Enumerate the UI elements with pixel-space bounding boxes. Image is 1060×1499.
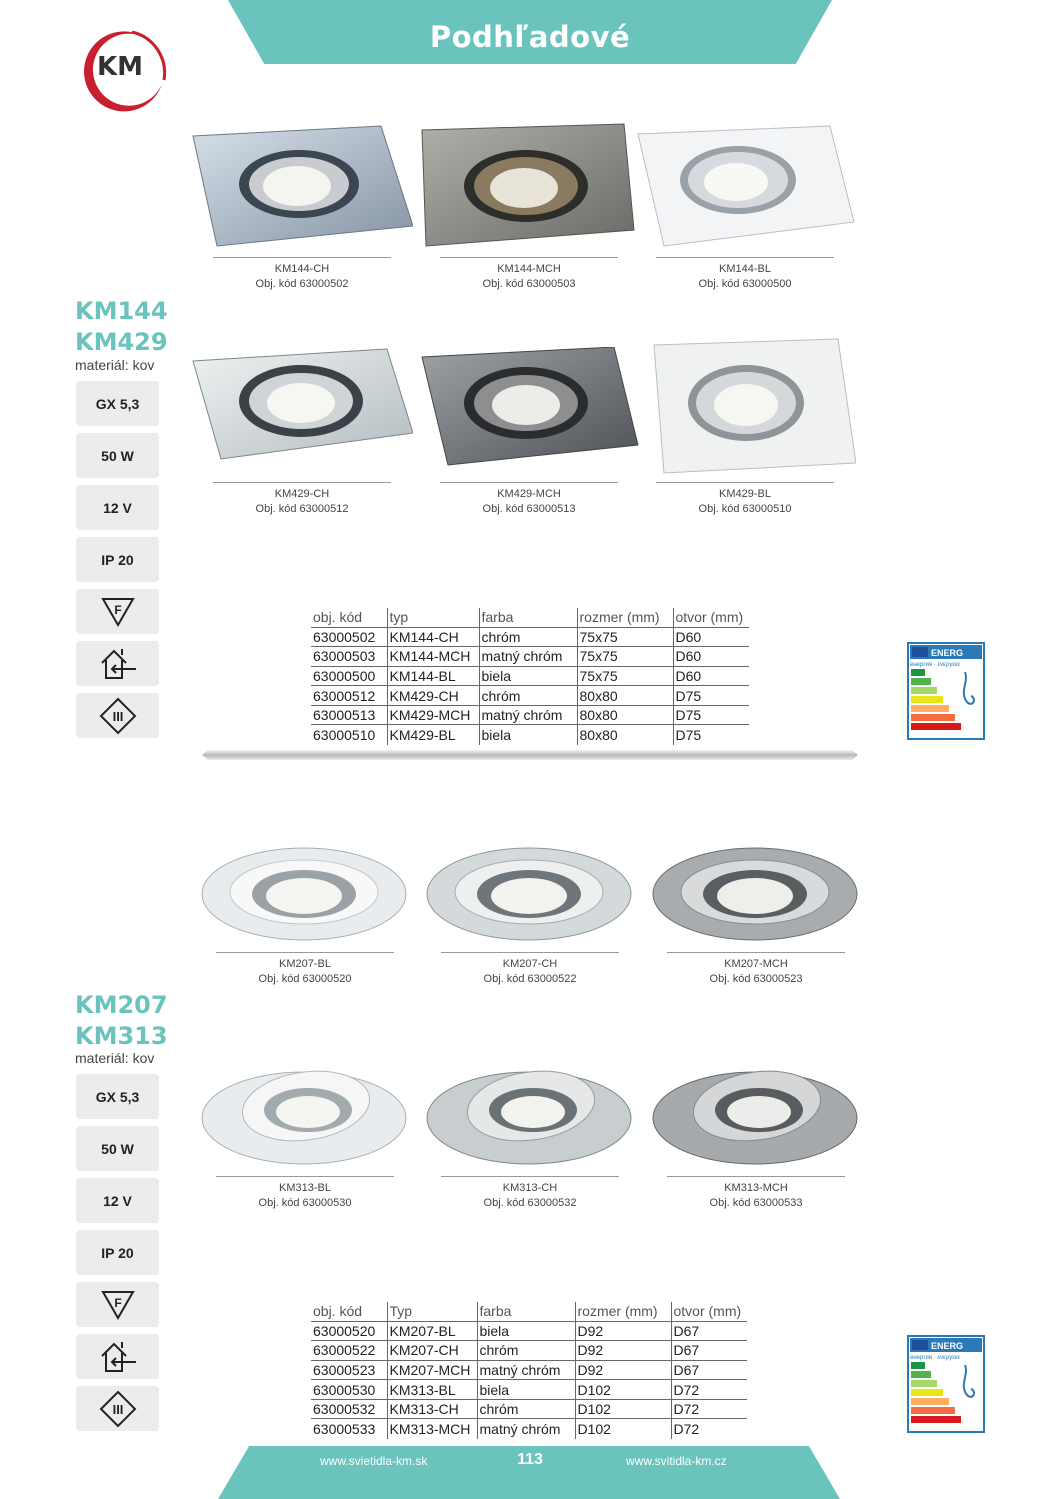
product-name: KM429-MCH — [497, 488, 561, 500]
cell: D72 — [671, 1380, 747, 1400]
table-row — [311, 627, 749, 647]
product-name: KM144-BL — [719, 263, 771, 275]
spec-voltage: 12 V — [76, 485, 159, 530]
square-downlight-image — [634, 122, 856, 262]
section-divider — [202, 749, 858, 761]
cell: 80x80 — [577, 686, 673, 706]
round-downlight-image — [419, 1036, 641, 1176]
product-name: KM207-CH — [502, 958, 558, 970]
cell: D75 — [673, 705, 749, 725]
footer-link-sk[interactable]: www.svietidla-km.sk — [320, 1454, 428, 1468]
cell: D67 — [671, 1321, 747, 1341]
table-row — [311, 647, 749, 667]
svg-text:III: III — [112, 708, 123, 724]
spec-power: 50 W — [76, 433, 159, 478]
cell: KM144-BL — [387, 666, 479, 686]
cell: D75 — [673, 725, 749, 745]
table-row — [311, 1321, 747, 1341]
spec-socket: GX 5,3 — [76, 1074, 159, 1119]
cell: 80x80 — [577, 705, 673, 725]
product-name: KM207-MCH — [724, 958, 788, 970]
cell: chróm — [479, 686, 577, 706]
cell: 75x75 — [577, 666, 673, 686]
cell: KM429-MCH — [387, 705, 479, 725]
f-mark-icon — [76, 1282, 159, 1327]
cell: 63000502 — [311, 627, 387, 647]
square-downlight-image — [418, 347, 640, 487]
col-header: rozmer (mm) — [575, 1302, 671, 1321]
cell: biela — [479, 666, 577, 686]
round-downlight-image — [645, 812, 867, 952]
cell: 63000523 — [311, 1360, 387, 1380]
table-row — [311, 1419, 747, 1439]
table-row — [311, 1380, 747, 1400]
cell: 63000510 — [313, 727, 376, 744]
square-downlight-image — [191, 347, 413, 487]
material-label: materiál: kov — [75, 357, 155, 373]
product-title-km429: KM429 — [75, 328, 168, 356]
table-row — [311, 1399, 747, 1419]
cell: 63000522 — [311, 1341, 387, 1361]
product-code: Obj. kód 63000502 — [255, 278, 349, 290]
cell: 63000533 — [313, 1421, 376, 1438]
product-code: Obj. kód 63000523 — [709, 973, 803, 985]
product-table-1 — [311, 608, 749, 745]
product-code: Obj. kód 63000520 — [258, 973, 352, 985]
cell: D92 — [575, 1321, 671, 1341]
cell: D102 — [575, 1399, 671, 1419]
page-title: Podhľadové — [429, 20, 631, 54]
cell: matný chróm — [479, 705, 577, 725]
cell: D60 — [673, 647, 749, 667]
table-row — [311, 725, 749, 745]
product-code: Obj. kód 63000533 — [709, 1197, 803, 1209]
cell: D75 — [673, 686, 749, 706]
round-downlight-image — [194, 812, 416, 952]
table-row — [311, 666, 749, 686]
cell: D102 — [575, 1419, 671, 1439]
table-row — [311, 705, 749, 725]
cell: matný chróm — [479, 647, 577, 667]
col-header: typ — [387, 608, 479, 627]
cell: KM144-MCH — [387, 647, 479, 667]
product-name: KM313-CH — [502, 1182, 558, 1194]
col-header: otvor (mm) — [671, 1302, 747, 1321]
logo-text: KM — [96, 52, 144, 82]
energy-title: ENERG — [931, 1341, 964, 1351]
cell: chróm — [479, 627, 577, 647]
product-title-km313: KM313 — [75, 1022, 168, 1050]
col-header: farba — [479, 608, 577, 627]
footer-link-cz[interactable]: www.svitidla-km.cz — [626, 1454, 727, 1468]
cell: 80x80 — [577, 725, 673, 745]
f-mark-icon — [76, 589, 159, 634]
product-name: KM144-CH — [274, 263, 330, 275]
energy-label-icon — [907, 1335, 985, 1433]
col-header: rozmer (mm) — [577, 608, 673, 627]
square-downlight-image — [634, 337, 856, 477]
cell: matný chróm — [477, 1419, 575, 1439]
cell: 63000512 — [311, 686, 387, 706]
product-table-2 — [311, 1302, 747, 1439]
cell: KM313-CH — [387, 1399, 477, 1419]
col-header: farba — [477, 1302, 575, 1321]
cell: KM313-MCH — [387, 1419, 477, 1439]
cell: chróm — [477, 1341, 575, 1361]
energy-subtitle: енергия · ενεργεια — [910, 662, 960, 668]
cell: biela — [477, 1380, 575, 1400]
cell: KM207-BL — [387, 1321, 477, 1341]
cell: D92 — [575, 1341, 671, 1361]
km-logo — [76, 24, 168, 112]
cell: D72 — [671, 1399, 747, 1419]
spec-power: 50 W — [76, 1126, 159, 1171]
cell: KM429-CH — [387, 686, 479, 706]
energy-subtitle: енергия · ενεργεια — [910, 1355, 960, 1361]
square-downlight-image — [418, 122, 640, 262]
cell: KM429-BL — [387, 725, 479, 745]
energy-title: ENERG — [931, 648, 964, 658]
product-name: KM144-MCH — [497, 263, 561, 275]
cell: 75x75 — [577, 647, 673, 667]
svg-text:F: F — [113, 602, 122, 617]
table-header-row — [311, 1302, 747, 1321]
product-code: Obj. kód 63000510 — [698, 503, 792, 515]
energy-label-icon — [907, 642, 985, 740]
protection-class-iii-icon — [76, 693, 159, 738]
round-downlight-image — [645, 1036, 867, 1176]
cell: KM207-CH — [387, 1341, 477, 1361]
round-downlight-image — [419, 812, 641, 952]
cell: 63000513 — [311, 705, 387, 725]
cell: D60 — [673, 627, 749, 647]
svg-text:F: F — [113, 1295, 122, 1310]
product-code: Obj. kód 63000530 — [258, 1197, 352, 1209]
round-downlight-image — [194, 1036, 416, 1176]
cell: biela — [477, 1321, 575, 1341]
product-code: Obj. kód 63000503 — [482, 278, 576, 290]
square-downlight-image — [191, 122, 413, 262]
indoor-use-icon — [76, 641, 159, 686]
product-name: KM429-BL — [719, 488, 771, 500]
product-code: Obj. kód 63000522 — [483, 973, 577, 985]
cell: KM144-CH — [387, 627, 479, 647]
product-code: Obj. kód 63000500 — [698, 278, 792, 290]
table-row — [311, 1341, 747, 1361]
col-header: Typ — [387, 1302, 477, 1321]
cell: 63000532 — [311, 1399, 387, 1419]
cell: KM207-MCH — [387, 1360, 477, 1380]
col-header: otvor (mm) — [673, 608, 749, 627]
product-code: Obj. kód 63000513 — [482, 503, 576, 515]
cell: biela — [479, 725, 577, 745]
table-row — [311, 686, 749, 706]
cell: chróm — [477, 1399, 575, 1419]
cell: D102 — [575, 1380, 671, 1400]
spec-voltage: 12 V — [76, 1178, 159, 1223]
cell: 63000530 — [311, 1380, 387, 1400]
product-code: Obj. kód 63000512 — [255, 503, 349, 515]
product-name: KM313-BL — [279, 1182, 331, 1194]
page-number: 113 — [517, 1451, 543, 1468]
col-header: obj. kód — [311, 1302, 387, 1321]
svg-text:III: III — [112, 1401, 123, 1417]
cell: D72 — [671, 1419, 747, 1439]
cell: 63000520 — [311, 1321, 387, 1341]
cell: D92 — [575, 1360, 671, 1380]
cell: matný chróm — [477, 1360, 575, 1380]
spec-socket: GX 5,3 — [76, 381, 159, 426]
cell: 75x75 — [577, 627, 673, 647]
product-name: KM313-MCH — [724, 1182, 788, 1194]
product-name: KM207-BL — [279, 958, 331, 970]
table-header-row — [311, 608, 749, 627]
cell: KM313-BL — [387, 1380, 477, 1400]
product-title-km144: KM144 — [75, 297, 168, 325]
product-name: KM429-CH — [274, 488, 330, 500]
col-header: obj. kód — [311, 608, 387, 627]
product-code: Obj. kód 63000532 — [483, 1197, 577, 1209]
cell: D67 — [671, 1360, 747, 1380]
cell: D60 — [673, 666, 749, 686]
protection-class-iii-icon — [76, 1386, 159, 1431]
spec-ip-rating: IP 20 — [76, 537, 159, 582]
cell: D67 — [671, 1341, 747, 1361]
cell: 63000500 — [311, 666, 387, 686]
cell: 63000503 — [311, 647, 387, 667]
indoor-use-icon — [76, 1334, 159, 1379]
material-label: materiál: kov — [75, 1050, 155, 1066]
spec-ip-rating: IP 20 — [76, 1230, 159, 1275]
table-row — [311, 1360, 747, 1380]
product-title-km207: KM207 — [75, 991, 168, 1019]
